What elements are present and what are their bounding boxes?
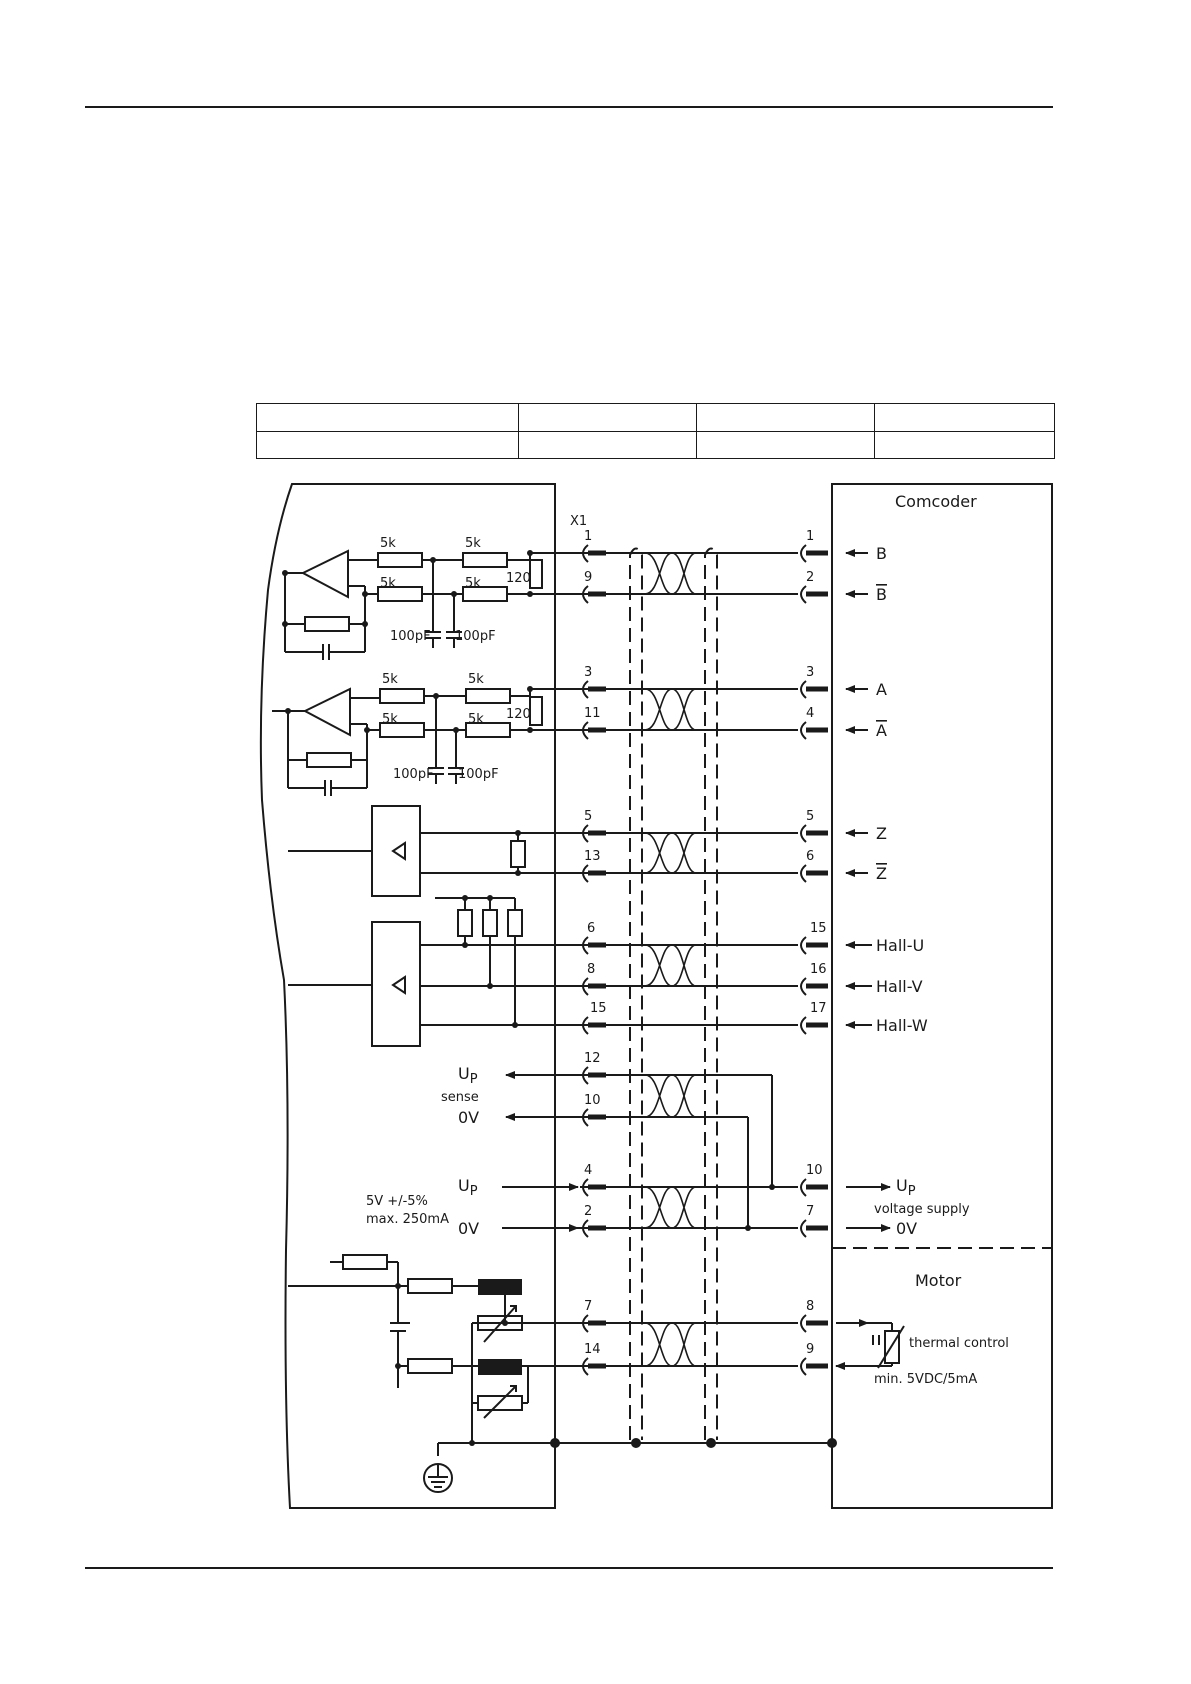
motor-box-label: Motor bbox=[915, 1271, 962, 1290]
encoder-pin-number: 9 bbox=[806, 1342, 815, 1357]
opamp-b bbox=[303, 551, 348, 597]
encoder-pin-number: 10 bbox=[806, 1163, 823, 1178]
encoder-pin-number: 4 bbox=[806, 706, 815, 721]
capacitor-label: 100pF bbox=[390, 629, 431, 644]
signal-label-b-not: B bbox=[876, 585, 887, 604]
resistor-label: 5k bbox=[380, 576, 396, 591]
drive-pin-number: 10 bbox=[584, 1093, 601, 1108]
resistor-label: 5k bbox=[465, 576, 481, 591]
up-supply-label: $U_P$ bbox=[458, 1176, 478, 1199]
encoder-pin-number: 7 bbox=[806, 1204, 815, 1219]
encoder-box bbox=[832, 484, 1052, 1508]
resistor-label: 5k bbox=[380, 536, 396, 551]
opamp-a bbox=[305, 689, 350, 735]
thermal-control-label: thermal control bbox=[909, 1336, 1009, 1351]
drive-pin-number: 14 bbox=[584, 1342, 601, 1357]
supply-range-label: 5V +/-5% bbox=[366, 1194, 428, 1209]
signal-label-z-not: Z bbox=[876, 864, 887, 883]
capacitor-label: 100pF bbox=[393, 767, 434, 782]
thermal-sensor bbox=[868, 1323, 904, 1368]
ferrite-bead bbox=[478, 1279, 522, 1375]
encoder-pin-number: 17 bbox=[810, 1001, 827, 1016]
sense-label: sense bbox=[441, 1090, 479, 1105]
encoder-pin-number: 8 bbox=[806, 1299, 815, 1314]
zero-v-sense-label: 0V bbox=[458, 1108, 480, 1127]
connector-label: X1 bbox=[570, 514, 588, 529]
signal-label-z: Z bbox=[876, 824, 887, 843]
resistor-label: 5k bbox=[382, 712, 398, 727]
signal-label-hall-v: Hall-V bbox=[876, 977, 923, 996]
signal-label-a: A bbox=[876, 680, 887, 699]
encoder-box-label: Comcoder bbox=[895, 492, 977, 511]
drive-pin-number: 4 bbox=[584, 1163, 593, 1178]
drive-pin-number: 15 bbox=[590, 1001, 607, 1016]
up-encoder-label: $U_P$ bbox=[896, 1176, 916, 1199]
drive-pin-number: 8 bbox=[587, 962, 596, 977]
resistor-label: 5k bbox=[468, 712, 484, 727]
junction-dot bbox=[285, 686, 533, 733]
supply-current-label: max. 250mA bbox=[366, 1212, 449, 1227]
encoder-pin-number: 6 bbox=[806, 849, 815, 864]
resistor-label: 5k bbox=[468, 672, 484, 687]
drive-pin-number: 3 bbox=[584, 665, 593, 680]
resistor-label: 120 bbox=[506, 571, 531, 586]
signal-label-hall-u: Hall-U bbox=[876, 936, 925, 955]
encoder-pin-number: 16 bbox=[810, 962, 827, 977]
cable-shield bbox=[630, 549, 717, 1441]
zero-v-supply-label: 0V bbox=[458, 1219, 480, 1238]
drive-pin-number: 7 bbox=[584, 1299, 593, 1314]
twisted-pair bbox=[645, 553, 696, 1366]
resistor-label: 5k bbox=[465, 536, 481, 551]
drive-pin-number: 11 bbox=[584, 706, 601, 721]
encoder-pin-number: 2 bbox=[806, 570, 815, 585]
drive-pin-number: 12 bbox=[584, 1051, 601, 1066]
zero-v-encoder-label: 0V bbox=[896, 1219, 918, 1238]
drive-signal-arrow bbox=[502, 1075, 580, 1228]
encoder-pin-number: 15 bbox=[810, 921, 827, 936]
resistor-label: 120 bbox=[506, 707, 531, 722]
encoder-signal-arrow bbox=[836, 553, 890, 1366]
encoder-pin-number: 3 bbox=[806, 665, 815, 680]
signal-label-b: B bbox=[876, 544, 887, 563]
up-sense-label: $U_P$ bbox=[458, 1064, 478, 1087]
encoder-pin-number: 5 bbox=[806, 809, 815, 824]
drive-pin-number: 5 bbox=[584, 809, 593, 824]
junction-dot bbox=[282, 550, 533, 627]
receiver-hall-circuit bbox=[288, 898, 522, 1046]
receiver-z-circuit bbox=[288, 806, 525, 896]
drive-pin-number: 1 bbox=[584, 529, 593, 544]
capacitor-label: 100pF bbox=[458, 767, 499, 782]
signal-label-hall-w: Hall-W bbox=[876, 1016, 928, 1035]
drive-pin-number: 6 bbox=[587, 921, 596, 936]
drive-pin-number: 2 bbox=[584, 1204, 593, 1219]
drive-pin-number: 13 bbox=[584, 849, 601, 864]
drive-pin-number: 9 bbox=[584, 570, 593, 585]
encoder-pin-number: 1 bbox=[806, 529, 815, 544]
thermal-rating-label: min. 5VDC/5mA bbox=[874, 1372, 978, 1387]
footer-rule bbox=[85, 1567, 1053, 1569]
signal-label-a-not: A bbox=[876, 721, 887, 740]
voltage-supply-label: voltage supply bbox=[874, 1202, 970, 1217]
resistor-label: 5k bbox=[382, 672, 398, 687]
capacitor-label: 100pF bbox=[455, 629, 496, 644]
